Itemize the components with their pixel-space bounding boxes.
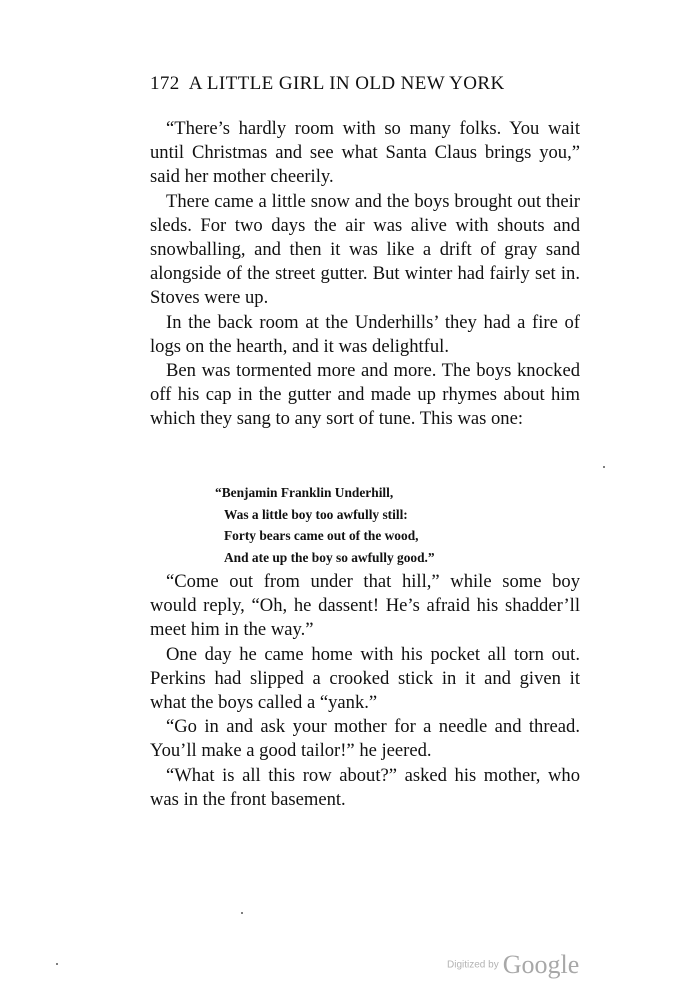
verse-line: And ate up the boy so awfully good.” (224, 549, 435, 565)
paragraph: Ben was tormented more and more. The boys knocked off his cap in the gutter and made up rhymes about him which they sang to any sort of tune. This was one: (150, 360, 580, 430)
paragraph: “There’s hardly room with so many folks. You wait until Christmas and see what Santa Claus brings you,” said her mother cheerily. (150, 118, 580, 188)
print-speck (56, 963, 58, 965)
paragraph: “What is all this row about?” asked his mother, who was in the front basement. (150, 764, 580, 810)
paragraph: “Go in and ask your mother for a needle and thread. You’ll make a good tailor!” he jeered. (150, 716, 580, 762)
paragraph: “Come out from under that hill,” while some boy would reply, “Oh, he dassent! He’s afraid his shadder’ll meet him in the way.” (150, 571, 580, 641)
google-logo: Google (502, 950, 580, 979)
print-speck (241, 912, 243, 914)
verse-line: Was a little boy too awfully still: (224, 506, 408, 522)
paragraph: There came a little snow and the boys brought out their sleds. For two days the air was alive with shouts and snowballing, and then it was like a drift of gray sand alongside of the street gutter. But winter had fairly set in. Stoves were up. (150, 190, 580, 309)
watermark-prefix: Digitized by (447, 959, 499, 971)
rhyme-verse (215, 482, 435, 568)
verse-line: “Benjamin Franklin Underhill, (215, 485, 394, 500)
paragraph: In the back room at the Underhills’ they had a fire of logs on the hearth, and it was delightful. (150, 311, 580, 357)
page-number: 172 (150, 73, 180, 94)
body-text-bottom (150, 570, 580, 812)
paragraph: One day he came home with his pocket all torn out. Perkins had slipped a crooked stick in it and given it what the boys called a “yank.” (150, 643, 580, 714)
body-text-top (150, 117, 580, 432)
print-speck (603, 466, 605, 468)
verse-line: Forty bears came out of the wood, (224, 528, 419, 544)
running-header (150, 73, 580, 95)
digitized-watermark (447, 950, 579, 980)
running-title: A LITTLE GIRL IN OLD NEW YORK (188, 73, 505, 94)
